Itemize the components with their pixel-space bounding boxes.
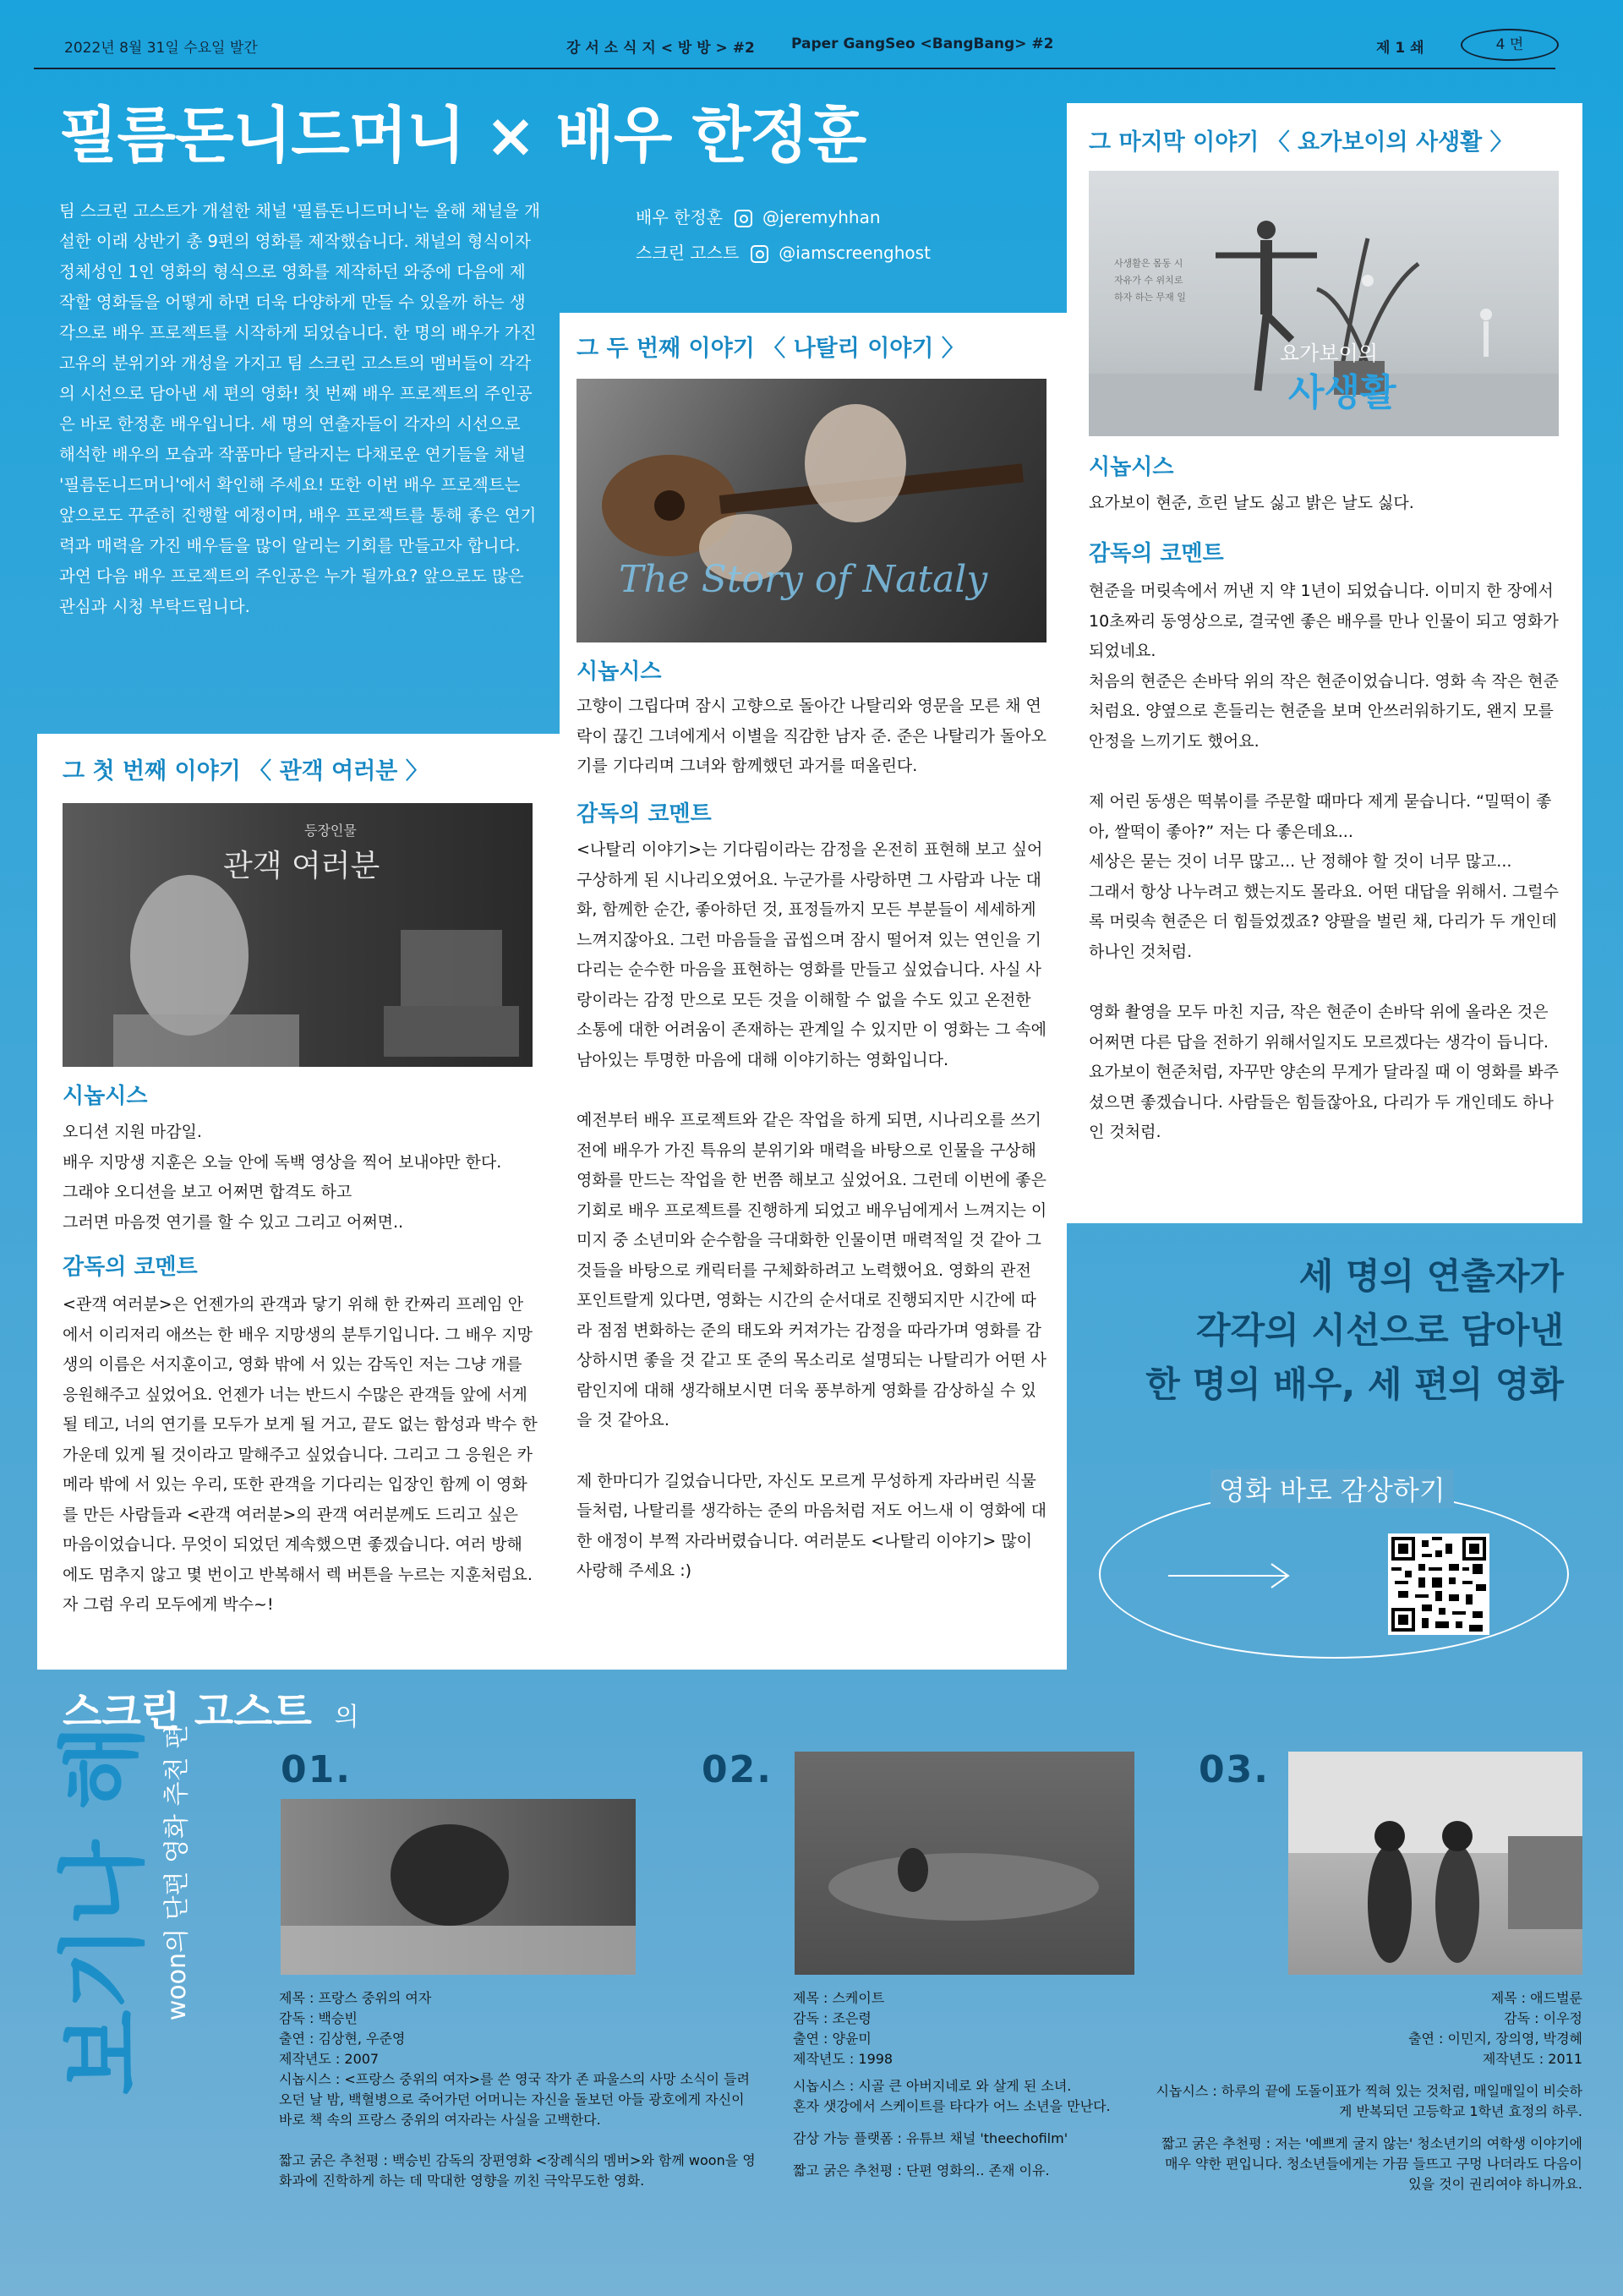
story2-synopsis: 고향이 그립다며 잠시 고향으로 돌아간 나탈리와 영문을 모른 채 연락이 끊긴 그녀에게서 이별을 직감한 남자 준. 준은 나탈리가 돌아오기를 기다리며 그녀와 함께했던 과거를 떠올린다. [577, 697, 1046, 775]
story3-image-side-text: 사생활은 몸동 시 자유가 수 위치로 하자 하는 무재 일 [1114, 258, 1186, 303]
story3-comment: 현준을 머릿속에서 꺼낸 지 약 1년이 되었습니다. 이미지 한 장에서 10초짜리 동영상으로, 결국엔 좋은 배우를 만나 인물이 되고 영화가 되었네요. 처음의 현준은 손바닥 위의 작은 현준이었습니다. 영화 속 작은 현준처럼요. 양옆으로 흔들리는 현준을 보며 안쓰러워하기도, 왠지 모를 안정을 느끼기도 했어요. 제 어린 동생은 떡볶이를 주문할 때마다 제게 묻습니다. “밀떡이 좋아, 쌀떡이 좋아?” 저는 다 좋은데요... 세상은 묻는 것이 너무 많고... 난 정해야 할 것이 너무 많고... 그래서 항상 나누려고 했는지도 몰라요. 어떤 대답을 위해서. 그럴수록 머릿속 현준은 더 힘들었겠죠? 양팔을 벌린 채, 다리가 두 개인데 하나인 것처럼. 영화 촬영을 모두 마친 지금, 작은 현준이 손바닥 위에 올라온 것은 어쩌면 다른 답을 전하기 위해서일지도 모르겠다는 생각이 듭니다. 요가보이 현준처럼, 자꾸만 양손의 무게가 달라질 때 이 영화를 봐주셨으면 좋겠습니다. 사람들은 힘들잖아요, 다리가 두 개인데도 하나인 것처럼. [1089, 582, 1559, 1141]
story3-image-caption: 사생활 [1288, 371, 1396, 414]
page-title: 필름돈니드머니 × 배우 한정훈 [59, 100, 866, 171]
story1-still [63, 803, 533, 1067]
handle-actor: 배우 한정훈 @jeremyhhan [636, 207, 881, 227]
story2-title: 그 두 번째 이야기 〈 나탈리 이야기 〉 [577, 336, 965, 362]
instagram-icon [751, 245, 768, 263]
story1-panel [37, 734, 561, 1670]
card2-still[interactable] [795, 1752, 1134, 1975]
page-number: 4 면 [1461, 29, 1559, 61]
story3-synopsis-heading: 시놉시스 [1089, 455, 1174, 480]
card1-number: 01. [281, 1748, 352, 1791]
story1-comment: <관객 여러분>은 언젠가의 관객과 닿기 위해 한 칸짜리 프레임 안에서 이리저리 애쓰는 한 배우 지망생의 분투기입니다. 그 배우 지망생의 이름은 서지훈이고, 영화 밖에 서 있는 감독인 저는 그냥 개를 응원해주고 싶었어요. 언젠가 너는 반드시 수많은 관객들 앞에 서게 될 테고, 너의 연기를 모두가 보게 될 거고, 끝도 없는 함성과 박수 한 가운데 있게 될 것이라고 말해주고 싶었습니다. 그리고 그 응원은 카메라 밖에 서 있는 우리, 또한 관객을 기다리는 입장인 함께 이 영화를 만든 사람들과 <관객 여러분>의 관객 여러분께도 드리고 싶은 마음이었습니다. 무엇이 되었던 계속했으면 좋겠습니다. 여러 방해에도 멈추지 않고 몇 번이고 반복해서 렉 버튼을 누르는 지훈처럼요. 자 그럼 우리 모두에게 박수~! [63, 1295, 538, 1614]
story3-panel [1067, 103, 1582, 1223]
vertical-big-title: 보기나 해 [52, 1725, 155, 2096]
watch-now-label: 영화 바로 감상하기 [1210, 1469, 1454, 1508]
card1-still[interactable] [281, 1799, 636, 1975]
masthead-en: Paper GangSeo <BangBang> #2 [791, 36, 1054, 52]
story1-synopsis-heading: 시놉시스 [63, 1084, 148, 1109]
instagram-icon [735, 210, 752, 227]
card1-still-illustration [281, 1799, 636, 1975]
card1-text: 제목 : 프랑스 중위의 여자 감독 : 백승빈 출연 : 김상현, 우준영 제작년도 : 2007 시놉시스 : <프랑스 중위의 여자>를 쓴 영국 작가 존 파울스의 사망 소식이 들려오던 날 밤, 백혈병으로 죽어가던 어머니는 자신을 돌보던 아들 광호에게 자신이 바로 책 속의 프랑스 중위의 여자라는 사실을 고백한다. 짧고 굵은 추천평 : 백승빈 감독의 장편영화 <장례식의 멤버>와 함께 woon을 영화과에 진학하게 하는 데 막대한 영향을 끼친 극악무도한 영화. [279, 1990, 756, 2189]
ukulele-illustration [577, 379, 1046, 642]
bottom-heading: 스크린 고스트 의 [63, 1688, 359, 1736]
story2-still [577, 379, 1046, 642]
masthead-ko: 강 서 소 식 지 < 방 방 > #2 [566, 40, 755, 57]
handle-team: 스크린 고스트 @iamscreenghost [636, 243, 931, 263]
story1-synopsis: 오디션 지원 마감일. 배우 지망생 지훈은 오늘 안에 독백 영상을 찍어 보내야만 한다. 그래야 오디션을 보고 어쩌면 합격도 하고 그러면 마음껏 연기를 할 수 있고 그리고 어쩌면.. [63, 1123, 502, 1232]
story3-synopsis: 요가보이 현준, 흐린 날도 싫고 밝은 날도 싫다. [1089, 494, 1414, 512]
story1-comment-heading: 감독의 코멘트 [63, 1255, 198, 1280]
issue-number: 제 1 쇄 [1376, 40, 1424, 57]
instagram-link[interactable]: @jeremyhhan [762, 207, 881, 227]
intro-text: 팀 스크린 고스트가 개설한 채널 '필름돈니드머니'는 올해 채널을 개설한 이래 상반기 총 9편의 영화를 제작했습니다. 채널의 형식이자 정체성인 1인 영화의 형식으로 영화를 제작하던 와중에 다음에 제작할 영화들을 어떻게 하면 더욱 다양하게 만들 수 있을까 하는 생각으로 배우 프로젝트를 시작하게 되었습니다. 한 명의 배우가 가진 고유의 분위기와 개성을 가지고 팀 스크린 고스트의 멤버들이 각각의 시선으로 담아낸 세 편의 영화! 첫 번째 배우 프로젝트의 주인공은 바로 한정훈 배우입니다. 세 명의 연출자들이 각자의 시선으로 해석한 배우의 모습과 작품마다 달라지는 다채로운 연기들을 채널 '필름돈니드머니'에서 확인해 주세요! 또한 이번 배우 프로젝트는 앞으로도 꾸준히 진행할 예정이며, 배우 프로젝트를 통해 좋은 연기력과 매력을 가진 배우들을 많이 알리는 기회를 만들고자 합니다. 과연 다음 배우 프로젝트의 주인공은 누가 될까요? 앞으로도 많은 관심과 시청 부탁드립니다. [59, 201, 540, 616]
card3-still[interactable] [1288, 1752, 1582, 1975]
story2-panel [560, 313, 1067, 1670]
card2-number: 02. [702, 1748, 773, 1791]
card3-number: 03. [1199, 1748, 1270, 1791]
qr-code[interactable] [1388, 1533, 1489, 1635]
story1-title: 그 첫 번째 이야기 〈 관객 여러분 〉 [63, 758, 429, 784]
story2-synopsis-heading: 시놉시스 [577, 659, 662, 685]
card2-text: 제목 : 스케이트 감독 : 조은령 출연 : 양윤미 제작년도 : 1998 시놉시스 : 시골 큰 아버지네로 와 살게 된 소녀. 혼자 샛강에서 스케이트를 타다가 어느 소년을 만난다. 감상 가능 플랫폼 : 유튜브 채널 'theechofilm' 짧고 굵은 추천평 : 단편 영화의.. 존재 이유. [793, 1990, 1111, 2178]
card3-text: 제목 : 애드벌룬 감독 : 이우정 출연 : 이민지, 장의영, 박경혜 제작년도 : 2011 시놉시스 : 하루의 끝에 도돌이표가 찍혀 있는 것처럼, 매일매일이 비슷하게 반복되던 고등학교 1학년 효정의 하루. 짧고 굵은 추천평 : 저는 '예쁘게 굴지 않는' 청소년기의 여학생 이야기에 매우 약한 편입니다. 청소년들에게는 가끔 들뜨고 구멍 나더라도 다음이 있을 것이 권리여야 하니까요. [1156, 1990, 1582, 2192]
vertical-title [52, 1725, 192, 2198]
story3-still [1089, 171, 1559, 436]
issue-date: 2022년 8월 31일 수요일 발간 [64, 40, 258, 57]
card2-still-illustration [795, 1752, 1134, 1975]
story1-image-caption: 관객 여러분 [223, 849, 380, 883]
header-rule [34, 68, 1555, 69]
card3-still-illustration [1288, 1752, 1582, 1975]
story3-comment-heading: 감독의 코멘트 [1089, 541, 1224, 566]
pull-quote: 세 명의 연출자가 각각의 시선으로 담아낸 한 명의 배우, 세 편의 영화 [1145, 1255, 1564, 1405]
vertical-subtitle: woon의 단편 영화 추천 편 [162, 1725, 192, 2021]
instagram-link[interactable]: @iamscreenghost [779, 243, 931, 263]
watch-now-button[interactable] [1099, 1474, 1569, 1659]
story2-image-caption: The Story of Nataly [619, 558, 988, 601]
story1-image-caption-small: 등장인물 [304, 823, 357, 839]
arrow-right-icon [1168, 1559, 1295, 1593]
social-handles [636, 200, 931, 271]
story3-image-caption-top: 요가보이의 [1280, 342, 1378, 365]
qr-code-icon [1391, 1537, 1486, 1632]
story2-comment-heading: 감독의 코멘트 [577, 801, 712, 827]
story2-comment: <나탈리 이야기>는 기다림이라는 감정을 온전히 표현해 보고 싶어 구상하게 된 시나리오였어요. 누군가를 사랑하면 그 사람과 나눈 대화, 함께한 순간, 좋아하던 것, 표정들까지 모든 부분들이 세세하게 느껴지잖아요. 그런 마음들을 곱씹으며 잠시 떨어져 있는 연인을 기다리는 순수한 마음을 표현하는 영화를 만들고 싶었습니다. 사실 사랑이라는 감정 만으로 모든 것을 이해할 수 없을 수도 있고 온전한 소통에 대한 어려움이 존재하는 관계일 수 있지만 이 영화는 그 속에 남아있는 투명한 마음에 대해 이야기하는 영화입니다. 예전부터 배우 프로젝트와 같은 작업을 하게 되면, 시나리오를 쓰기 전에 배우가 가진 특유의 분위기와 매력을 바탕으로 인물을 구상해 영화를 만드는 작업을 한 번쯤 해보고 싶었어요. 그런데 이번에 좋은 기회로 배우 프로젝트를 진행하게 되었고 배우님에게서 느껴지는 이미지 중 소년미와 순수함을 극대화한 인물이면 매력적일 것 같아 그것들을 바탕으로 캐릭터를 구체화하려고 노력했어요. 영화의 관전 포인트랄게 있다면, 영화는 시간의 순서대로 진행되지만 시간에 따라 점점 변화하는 준의 태도와 커져가는 감정을 따라가며 영화를 감상하시면 좋을 것 같고 또 준의 목소리로 설명되는 나탈리가 어떤 사람인지에 대해 생각해보시면 더욱 풍부하게 영화를 감상하실 수 있을 것 같아요. 제 한마디가 길었습니다만, 자신도 모르게 무성하게 자라버린 식물들처럼, 나탈리를 생각하는 준의 마음처럼 저도 어느새 이 영화에 대한 애정이 부쩍 자라버렸습니다. 여러분도 <나탈리 이야기> 많이 사랑해 주세요 :) [577, 840, 1047, 1580]
story3-title: 그 마지막 이야기 〈 요가보이의 사생활 〉 [1089, 129, 1513, 156]
